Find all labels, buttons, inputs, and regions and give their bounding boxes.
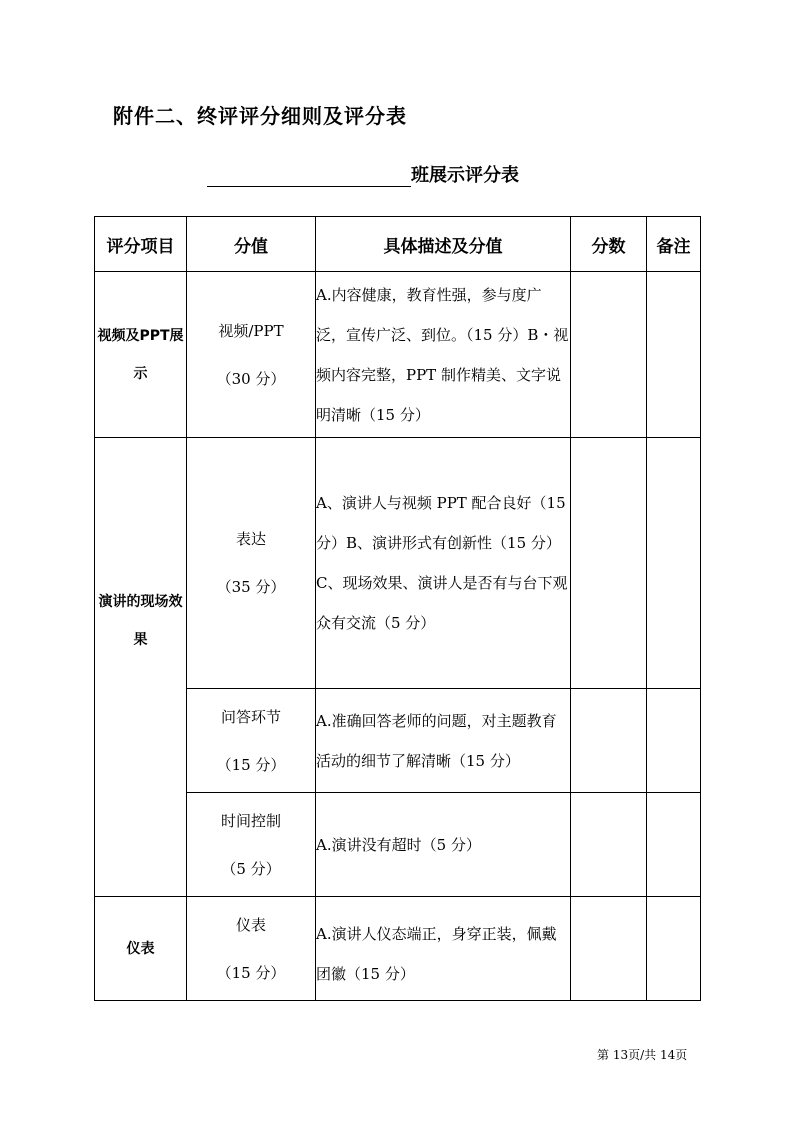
points-cell[interactable] <box>571 438 647 689</box>
points-cell[interactable] <box>571 689 647 793</box>
class-name-blank <box>207 164 411 187</box>
remark-cell[interactable] <box>647 438 701 689</box>
criterion-description: A.演讲没有超时（5 分） <box>316 793 571 897</box>
table-row <box>95 438 701 689</box>
table-row <box>95 897 701 1001</box>
form-title-text: 班展示评分表 <box>411 165 519 186</box>
page-heading: 附件二、终评评分细则及评分表 <box>113 104 407 128</box>
criterion-points: （15 分） <box>216 963 286 982</box>
criterion-name: 问答环节 <box>220 707 281 726</box>
page-number: 第 13页/共 14页 <box>597 1048 688 1062</box>
points-cell[interactable] <box>571 793 647 897</box>
remark-cell[interactable] <box>647 897 701 1001</box>
remark-cell[interactable] <box>647 272 701 438</box>
table-row <box>95 272 701 438</box>
header-score: 分值 <box>187 217 316 272</box>
remark-cell[interactable] <box>647 793 701 897</box>
category-video-ppt: 视频及PPT展示 <box>95 272 187 438</box>
criterion-name: 时间控制 <box>220 811 281 830</box>
criterion-name: 视频/PPT <box>218 321 284 340</box>
criterion-name: 表达 <box>235 530 266 548</box>
criterion-cell <box>187 272 316 438</box>
header-remark: 备注 <box>647 217 701 272</box>
criterion-description: A.内容健康，教育性强，参与度广泛，宣传广泛、到位。（15 分）B・视频内容完整，PPT 制作精美、文字说明清晰（15 分） <box>316 272 571 438</box>
criterion-points: （35 分） <box>216 578 286 596</box>
remark-cell[interactable] <box>647 689 701 793</box>
scoring-table <box>94 216 701 1001</box>
criterion-description: A、演讲人与视频 PPT 配合良好（15 分）B、演讲形式有创新性（15 分）C、现场效果、演讲人是否有与台下观众有交流（5 分） <box>316 438 571 689</box>
criterion-cell <box>187 689 316 793</box>
criterion-cell <box>187 793 316 897</box>
category-appearance: 仪表 <box>95 897 187 1001</box>
points-cell[interactable] <box>571 897 647 1001</box>
form-title <box>207 164 519 187</box>
criterion-name: 仪表 <box>235 915 266 934</box>
criterion-points: （15 分） <box>216 755 286 774</box>
table-header-row <box>95 217 701 272</box>
header-description: 具体描述及分值 <box>316 217 571 272</box>
points-cell[interactable] <box>571 272 647 438</box>
category-speech <box>95 438 187 897</box>
criterion-description: A.准确回答老师的问题，对主题教育活动的细节了解清晰（15 分） <box>316 689 571 793</box>
criterion-points: （5 分） <box>221 859 281 878</box>
criterion-cell <box>187 897 316 1001</box>
criterion-points: （30 分） <box>216 369 286 388</box>
criterion-cell <box>187 438 316 689</box>
category-speech-label: 演讲的现场效果 <box>98 594 183 648</box>
header-item: 评分项目 <box>95 217 187 272</box>
header-points: 分数 <box>571 217 647 272</box>
criterion-description: A.演讲人仪态端正，身穿正装，佩戴团徽（15 分） <box>316 897 571 1001</box>
